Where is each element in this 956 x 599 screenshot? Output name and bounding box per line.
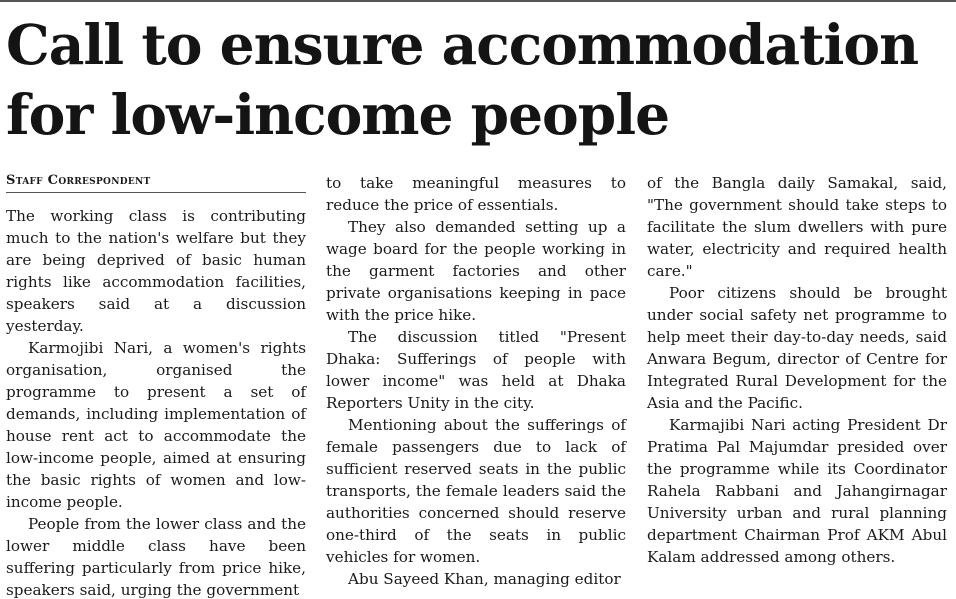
top-rule	[0, 0, 956, 2]
paragraph: They also demanded setting up a wage board for the people working in the garment factories and other private organisations keeping in pace with the price hike.	[326, 218, 626, 324]
article-column-2	[326, 172, 626, 590]
paragraph: of the Bangla daily Samakal, said, "The government should take steps to facilitate the slum dwellers with pure water, electricity and required health care."	[647, 174, 947, 280]
paragraph: Karmojibi Nari, a women's rights organisation, organised the programme to present a set of demands, including implementation of house rent act to accommodate the low-income people, aimed at ensuring the basic rights of women and low-income people.	[6, 339, 306, 511]
article-column-3	[647, 172, 947, 568]
article-column-1	[6, 172, 306, 599]
paragraph: The working class is contributing much to the nation's welfare but they are being deprived of basic human rights like accommodation facilities, speakers said at a discussion yesterday.	[6, 207, 306, 335]
paragraph: People from the lower class and the lower middle class have been suffering particularly from price hike, speakers said, urging the government	[6, 515, 306, 599]
headline-line-1: Call to ensure accommodation	[6, 12, 919, 77]
paragraph: Karmajibi Nari acting President Dr Pratima Pal Majumdar presided over the programme while its Coordinator Rahela Rabbani and Jahangirnagar University urban and rural planning department Chairman Prof AKM Abul Kalam addressed among others.	[647, 416, 947, 566]
paragraph: The discussion titled "Present Dhaka: Sufferings of people with lower income" was held at Dhaka Reporters Unity in the city.	[326, 328, 626, 412]
paragraph: Abu Sayeed Khan, managing editor	[348, 570, 621, 588]
byline: Staff Correspondent	[6, 172, 306, 193]
headline	[6, 10, 950, 150]
headline-line-2: for low-income people	[6, 82, 670, 147]
paragraph: Mentioning about the sufferings of female passengers due to lack of sufficient reserved seats in the public transports, the female leaders said the authorities concerned should reserve one-third of the seats in public vehicles for women.	[326, 416, 626, 566]
paragraph: to take meaningful measures to reduce the price of essentials.	[326, 174, 626, 214]
paragraph: Poor citizens should be brought under social safety net programme to help meet their day-to-day needs, said Anwara Begum, director of Centre for Integrated Rural Development for the Asia and the Pacific.	[647, 284, 947, 412]
